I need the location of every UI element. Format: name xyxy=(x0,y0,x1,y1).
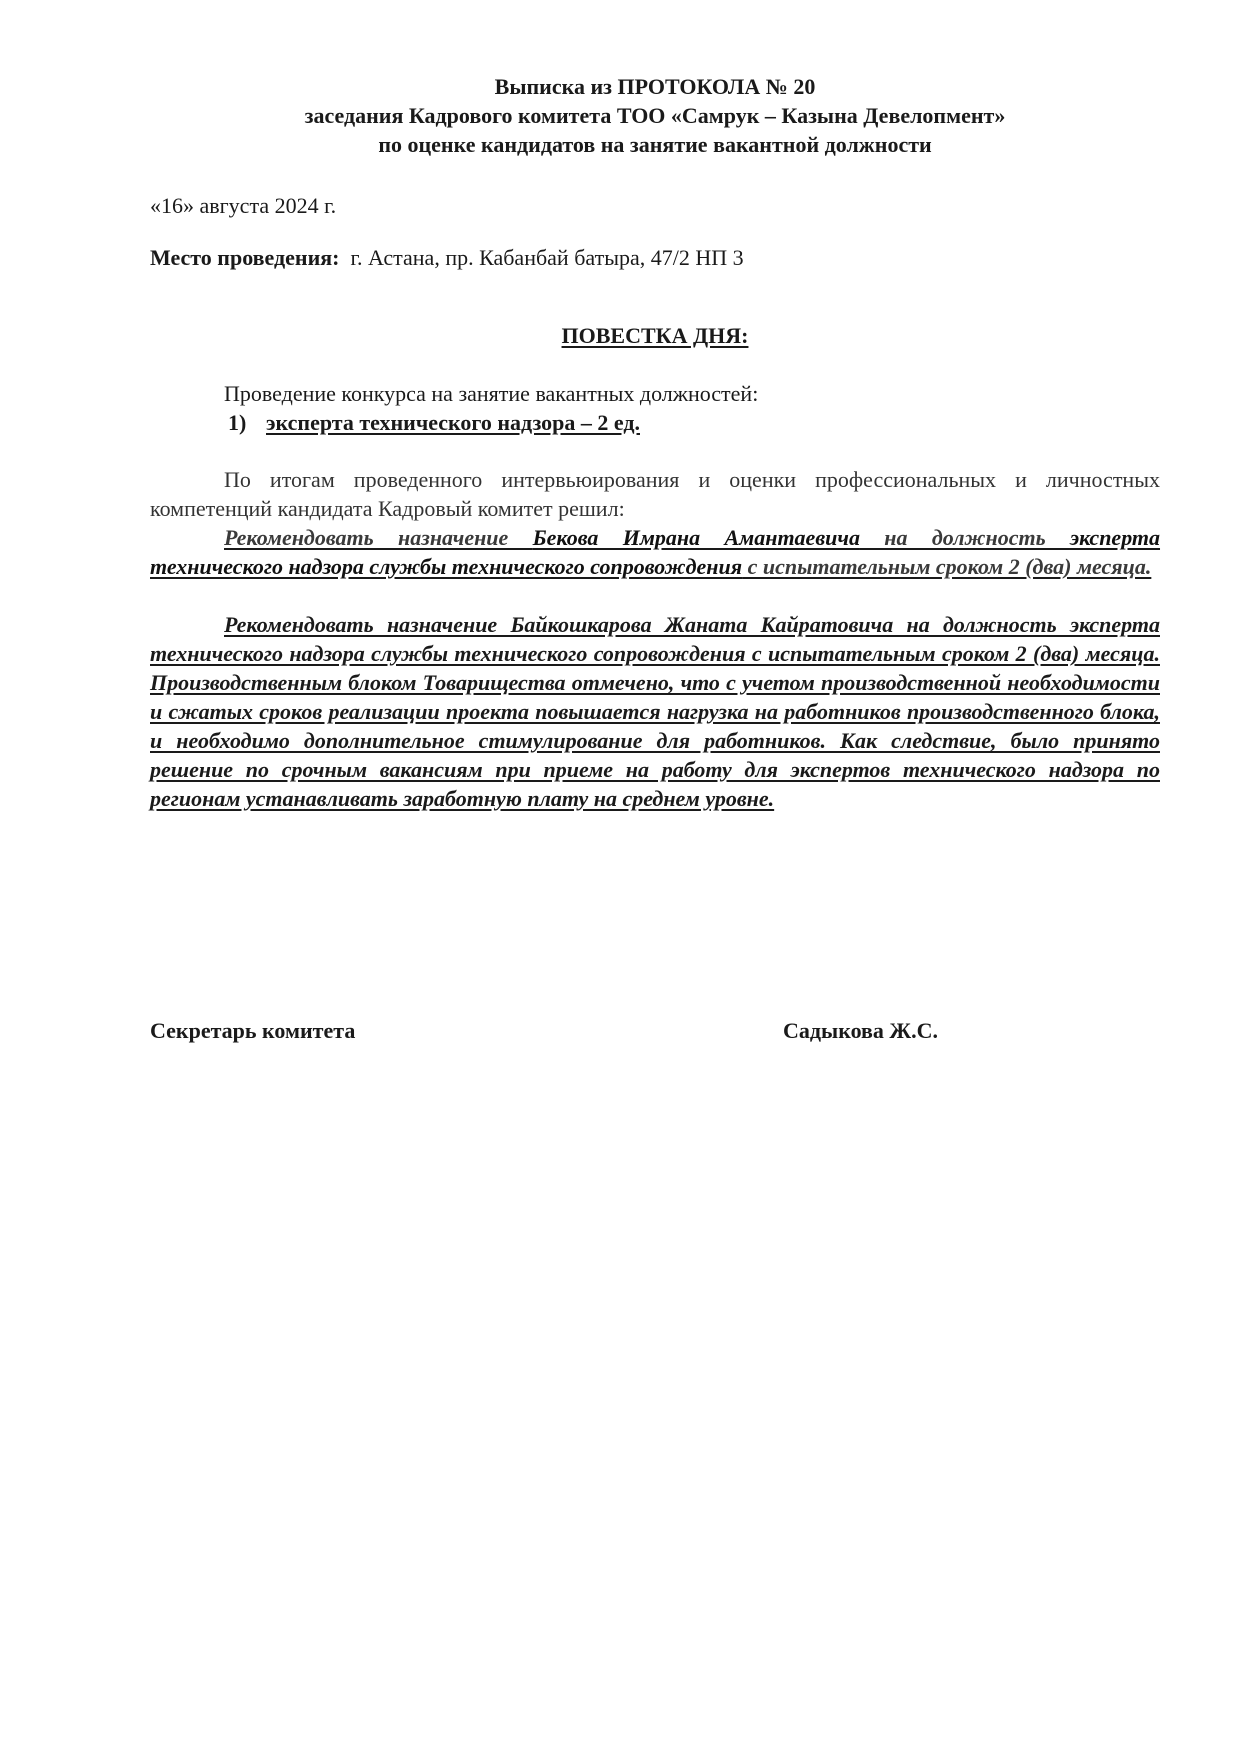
meeting-place-label: Место проведения: xyxy=(150,245,340,270)
agenda-title: ПОВЕСТКА ДНЯ: xyxy=(561,323,749,348)
document-header xyxy=(150,72,1160,159)
agenda-item xyxy=(228,408,640,437)
signature-name: Садыкова Ж.С. xyxy=(783,1018,939,1043)
decision-1-position: эксперта технического надзора службы технического сопровождения xyxy=(150,525,1161,579)
decision-1-part-1: Рекомендовать назначение xyxy=(224,525,533,550)
agenda-intro: Проведение конкурса на занятие вакантных должностей: xyxy=(224,381,759,406)
meeting-place-value: г. Астана, пр. Кабанбай батыра, 47/2 НП 3 xyxy=(350,245,744,270)
header-title: Выписка из ПРОТОКОЛА № 20 xyxy=(494,74,816,99)
meeting-place xyxy=(150,243,744,272)
agenda-item-text: эксперта технического надзора – 2 ед. xyxy=(266,410,640,435)
agenda-item-number: 1) xyxy=(228,410,247,435)
header-subtitle: заседания Кадрового комитета ТОО «Самрук – Казына Девелопмент» xyxy=(304,103,1006,128)
signature-role: Секретарь комитета xyxy=(150,1018,356,1043)
decision-1-term: с испытательным сроком 2 (два) месяца. xyxy=(742,554,1152,579)
decision-1-candidate: Бекова Имрана Амантаевича xyxy=(532,525,860,550)
decision-paragraph-2: Рекомендовать назначение Байкошкарова Жаната Кайратовича на должность эксперта технического надзора службы технического сопровождения с испытательным сроком 2 (два) месяца. Производственным блоком Товарищества отмечено, что с учетом производственной необходимости и сжатых сроков реализации проекта повышается нагрузка на работников производственного блока, и необходимо дополнительное стимулирование для работников. Как следствие, было принято решение по срочным вакансиям при приеме на работу для экспертов технического надзора по регионам устанавливать заработную плату на среднем уровне. xyxy=(150,612,1160,811)
results-intro: По итогам проведенного интервьюирования и оценки профессиональных и личностных компетенций кандидата Кадровый комитет решил: xyxy=(150,467,1160,521)
protocol-date: «16» августа 2024 г. xyxy=(150,193,337,218)
decision-paragraph-1 xyxy=(150,523,1160,581)
header-subtitle-2: по оценке кандидатов на занятие вакантной должности xyxy=(378,132,932,157)
decision-1-part-3: на должность xyxy=(859,525,1070,550)
